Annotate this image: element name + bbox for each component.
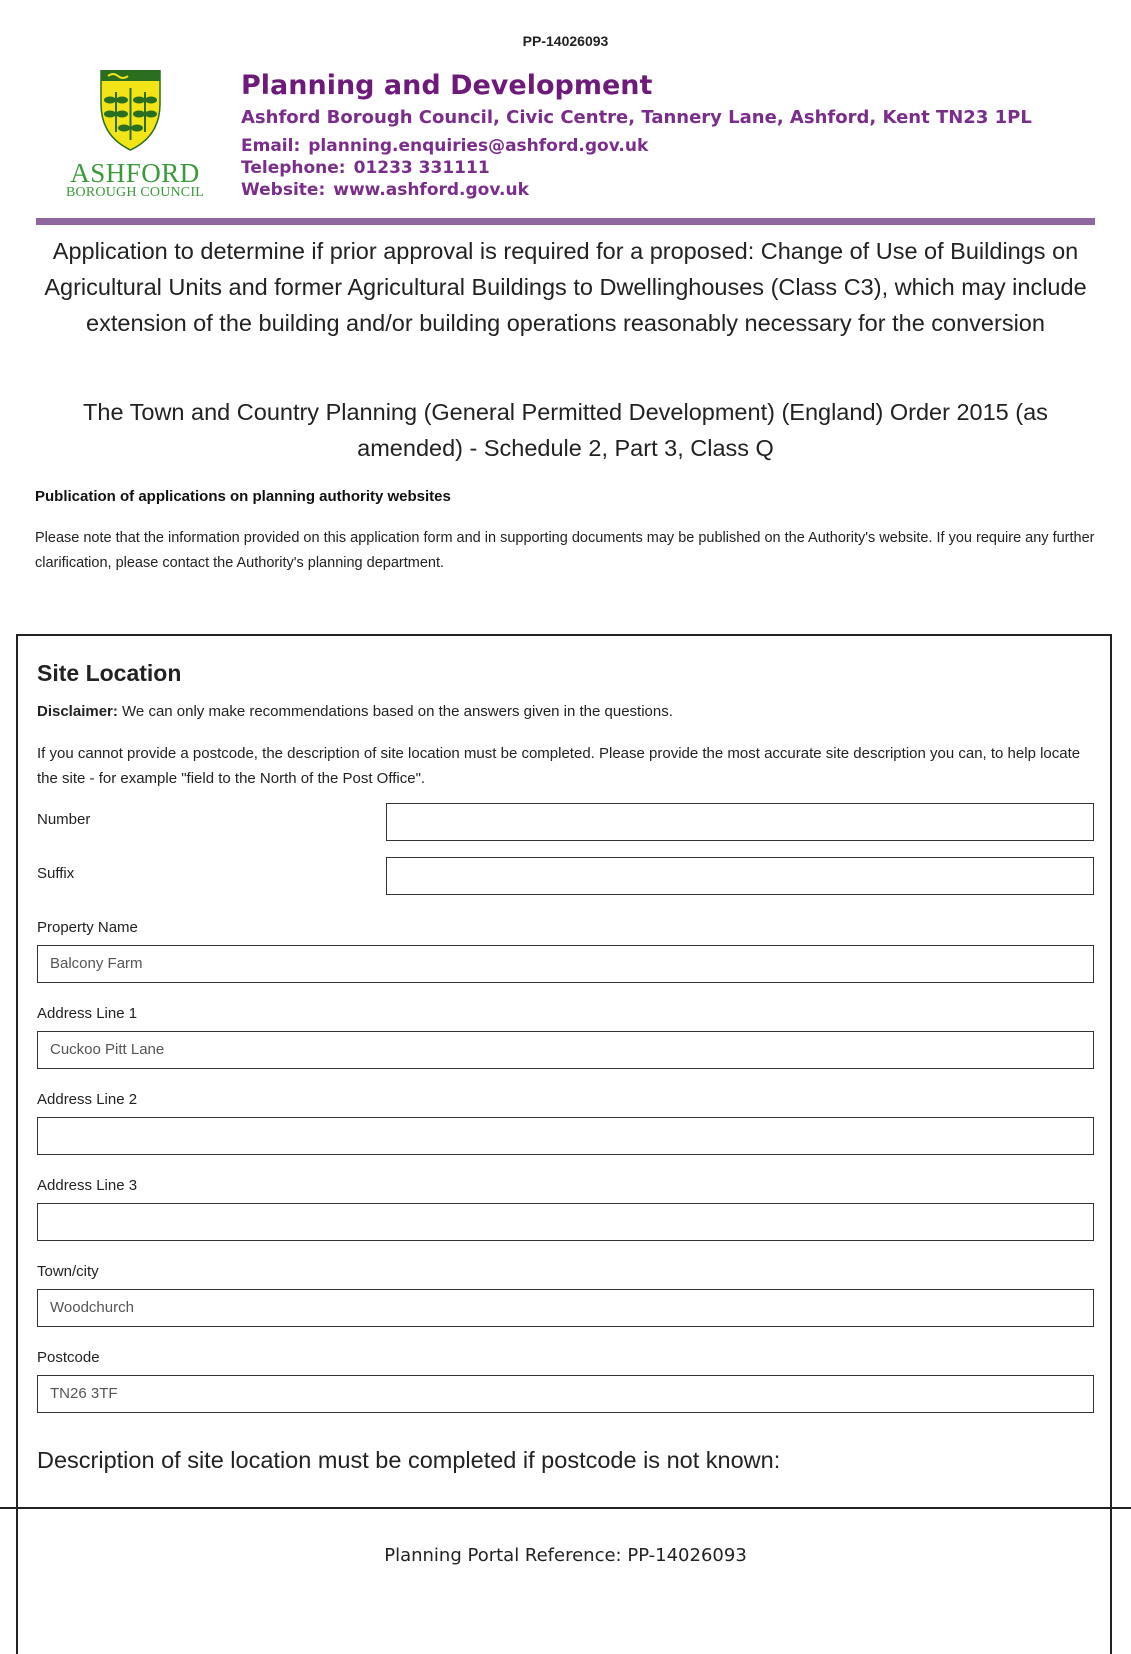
disclaimer-text: We can only make recommendations based on the answers given in the questions. bbox=[117, 703, 673, 720]
phone-label: Telephone: bbox=[241, 158, 346, 178]
footer-divider bbox=[0, 1507, 1131, 1509]
organisation-title: Planning and Development bbox=[241, 70, 653, 101]
footer-reference: Planning Portal Reference: PP-14026093 bbox=[384, 1545, 747, 1566]
logo-subtitle: BOROUGH COUNCIL bbox=[66, 185, 204, 200]
disclaimer-label: Disclaimer: bbox=[37, 703, 118, 720]
email-label: Email: bbox=[241, 136, 301, 156]
publication-text: Please note that the information provided on this application form and in supporting documents may be published on the Authority's website. If you require any further clarification, please contact the Authority's planning department. bbox=[35, 530, 1095, 571]
crest-shield-icon bbox=[101, 70, 160, 150]
header-divider bbox=[36, 218, 1095, 225]
postcode-input[interactable]: TN26 3TF bbox=[37, 1375, 1094, 1413]
address-line-3-label: Address Line 3 bbox=[37, 1177, 138, 1194]
number-input[interactable] bbox=[386, 803, 1094, 841]
email-link[interactable]: planning.enquiries@ashford.gov.uk bbox=[308, 136, 649, 156]
suffix-label: Suffix bbox=[37, 865, 75, 882]
address-line-1-label: Address Line 1 bbox=[37, 1005, 138, 1022]
address-line-2-label: Address Line 2 bbox=[37, 1091, 138, 1108]
description-heading: Description of site location must be completed if postcode is not known: bbox=[37, 1447, 781, 1473]
address-line-3-input[interactable] bbox=[37, 1203, 1094, 1241]
publication-heading: Publication of applications on planning authority websites bbox=[35, 488, 451, 505]
disclaimer bbox=[37, 703, 673, 720]
section-heading: Site Location bbox=[37, 660, 182, 686]
document-reference: PP-14026093 bbox=[522, 33, 609, 49]
address-line-2-input[interactable] bbox=[37, 1117, 1094, 1155]
town-city-input[interactable]: Woodchurch bbox=[37, 1289, 1094, 1327]
town-city-label: Town/city bbox=[37, 1263, 99, 1280]
address-line-1-input[interactable]: Cuckoo Pitt Lane bbox=[37, 1031, 1094, 1069]
website-link[interactable]: www.ashford.gov.uk bbox=[333, 180, 529, 200]
property-name-label: Property Name bbox=[37, 919, 138, 936]
logo-name: ASHFORD bbox=[70, 158, 200, 188]
email-row bbox=[241, 136, 648, 156]
phone-number: 01233 331111 bbox=[353, 158, 490, 178]
postcode-label: Postcode bbox=[37, 1349, 100, 1366]
number-label: Number bbox=[37, 811, 91, 828]
property-name-input[interactable]: Balcony Farm bbox=[37, 945, 1094, 983]
website-row bbox=[241, 180, 529, 200]
suffix-input[interactable] bbox=[386, 857, 1094, 895]
organisation-address: Ashford Borough Council, Civic Centre, Tannery Lane, Ashford, Kent TN23 1PL bbox=[241, 107, 1032, 128]
website-label: Website: bbox=[241, 180, 326, 200]
phone-row bbox=[241, 158, 490, 178]
site-instructions: If you cannot provide a postcode, the description of site location must be completed. Please provide the most accurate site description you can, to help locate the site - for example "field to the North of the Post Office". bbox=[37, 745, 1081, 787]
application-title: Application to determine if prior approval is required for a proposed: Change of Use of Buildings on Agricultural Units and former Agricultural Buildings to Dwellinghouses (Class C3), which may include extension of the building and/or building operations reasonably necessary for the conversion bbox=[44, 238, 1087, 336]
order-title: The Town and Country Planning (General Permitted Development) (England) Order 2015 (as amended) - Schedule 2, Part 3, Class Q bbox=[83, 399, 1048, 461]
